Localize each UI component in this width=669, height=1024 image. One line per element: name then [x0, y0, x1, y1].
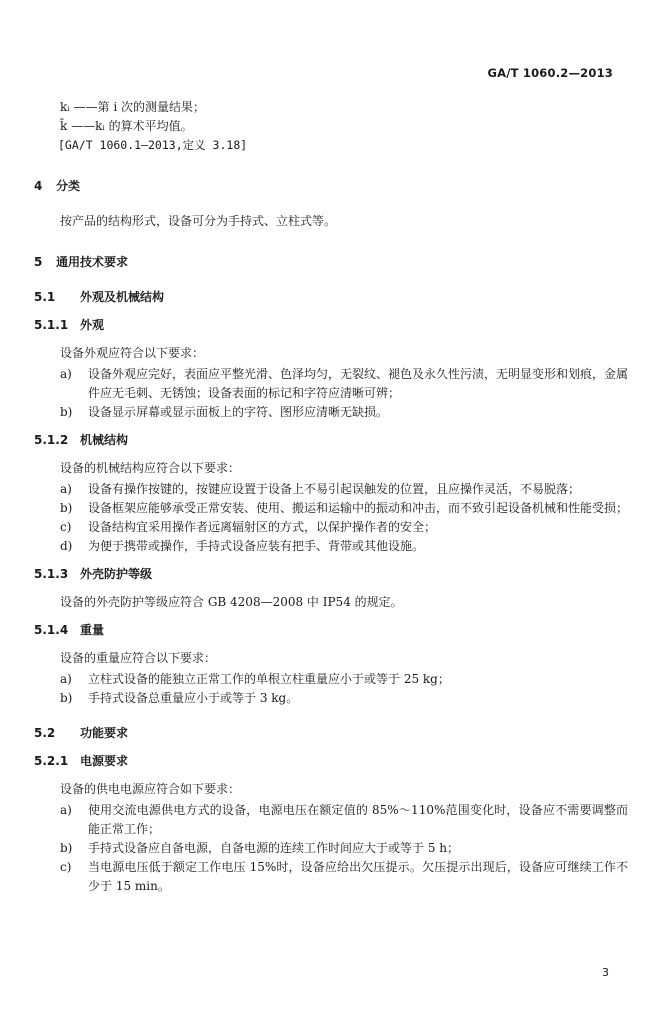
item-marker: b)	[60, 405, 73, 419]
item-text: 设备结构宜采用操作者远离辐射区的方式，以保护操作者的安全；	[88, 520, 437, 534]
section-heading	[34, 253, 628, 272]
section-number: 5.1.1	[34, 318, 69, 332]
standard-code: GA/T 1060.2—2013	[487, 66, 613, 80]
item-marker: b)	[60, 841, 73, 855]
section-number: 5.1	[34, 290, 56, 304]
item-marker: c)	[60, 860, 72, 874]
list-item	[60, 801, 628, 839]
item-text: 设备有操作按键的，按键应设置于设备上不易引起误触发的位置，且应操作灵活，不易脱落；	[88, 482, 581, 496]
item-text: 当电源电压低于额定工作电压 15%时，设备应给出欠压提示。欠压提示出现后，设备应可继续工作不少于 15 min。	[88, 860, 628, 893]
page-content	[34, 98, 628, 896]
item-marker: a)	[60, 367, 72, 381]
paragraph: 设备外观应符合以下要求：	[60, 346, 205, 360]
list-item	[60, 839, 628, 858]
list-item	[60, 403, 628, 422]
item-marker: b)	[60, 501, 73, 515]
section-number: 4	[34, 179, 43, 193]
requirement-list	[34, 365, 628, 422]
list-item	[60, 365, 628, 403]
item-marker: a)	[60, 672, 72, 686]
item-text: 使用交流电源供电方式的设备，电源电压在额定值的 85%～110%范围变化时，设备应不需要调整而能正常工作；	[88, 803, 628, 836]
section-title: 功能要求	[80, 726, 129, 740]
requirement-list	[34, 670, 628, 708]
section-title: 外观	[80, 318, 105, 332]
item-marker: c)	[60, 520, 72, 534]
list-item	[60, 689, 628, 708]
list-item	[60, 537, 628, 556]
section-title: 分类	[56, 179, 81, 193]
requirement-list	[34, 801, 628, 896]
paragraph: 设备的外壳防护等级应符合 GB 4208—2008 中 IP54 的规定。	[60, 595, 403, 609]
paragraph: 设备的机械结构应符合以下要求：	[60, 461, 241, 475]
section-number: 5.2	[34, 726, 56, 740]
section-number: 5.1.3	[34, 567, 69, 581]
item-text: 手持式设备应自备电源，自备电源的连续工作时间应大于或等于 5 h；	[88, 841, 459, 855]
clause-heading	[34, 621, 628, 640]
requirement-list	[34, 480, 628, 556]
item-marker: a)	[60, 482, 72, 496]
reference-note: [GA/T 1060.1—2013,定义 3.18]	[58, 138, 248, 152]
item-marker: b)	[60, 691, 73, 705]
list-item	[60, 858, 628, 896]
item-marker: d)	[60, 539, 73, 553]
subsection-heading	[34, 288, 628, 307]
item-text: 设备显示屏幕或显示面板上的字符、图形应清晰无缺损。	[88, 405, 389, 419]
clause-heading	[34, 752, 628, 771]
section-title: 通用技术要求	[56, 255, 129, 269]
item-text: 为便于携带或操作，手持式设备应装有把手、背带或其他设施。	[88, 539, 425, 553]
clause-heading	[34, 565, 628, 584]
page-number: 3	[602, 966, 609, 979]
section-title: 机械结构	[80, 433, 129, 447]
list-item	[60, 480, 628, 499]
section-heading	[34, 177, 628, 196]
section-number: 5.1.2	[34, 433, 69, 447]
section-number: 5.1.4	[34, 623, 69, 637]
item-text: 立柱式设备的能独立正常工作的单根立柱重量应小于或等于 25 kg；	[88, 672, 450, 686]
list-item	[60, 518, 628, 537]
item-text: 手持式设备总重量应小于或等于 3 kg。	[88, 691, 299, 705]
clause-heading	[34, 431, 628, 450]
section-title: 外壳防护等级	[80, 567, 153, 581]
section-number: 5	[34, 255, 43, 269]
section-title: 电源要求	[80, 754, 129, 768]
paragraph: 设备的供电电源应符合如下要求：	[60, 782, 241, 796]
definition-line: kᵢ ——第 i 次的测量结果；	[60, 100, 205, 114]
item-text: 设备框架应能够承受正常安装、使用、搬运和运输中的振动和冲击，而不致引起设备机械和性能受损；	[88, 501, 629, 515]
paragraph: 按产品的结构形式，设备可分为手持式、立柱式等。	[60, 214, 337, 228]
section-title: 重量	[80, 623, 105, 637]
item-marker: a)	[60, 803, 72, 817]
subsection-heading	[34, 724, 628, 743]
definition-line: k̄ ——kᵢ 的算术平均值。	[60, 119, 193, 133]
paragraph: 设备的重量应符合以下要求：	[60, 651, 217, 665]
list-item	[60, 499, 628, 518]
clause-heading	[34, 316, 628, 335]
item-text: 设备外观应完好，表面应平整光滑、色泽均匀，无裂纹、褪色及永久性污渍，无明显变形和划痕，金属件应无毛刺、无锈蚀；设备表面的标记和字符应清晰可辨；	[88, 367, 629, 400]
section-number: 5.2.1	[34, 754, 69, 768]
section-title: 外观及机械结构	[80, 290, 165, 304]
list-item	[60, 670, 628, 689]
